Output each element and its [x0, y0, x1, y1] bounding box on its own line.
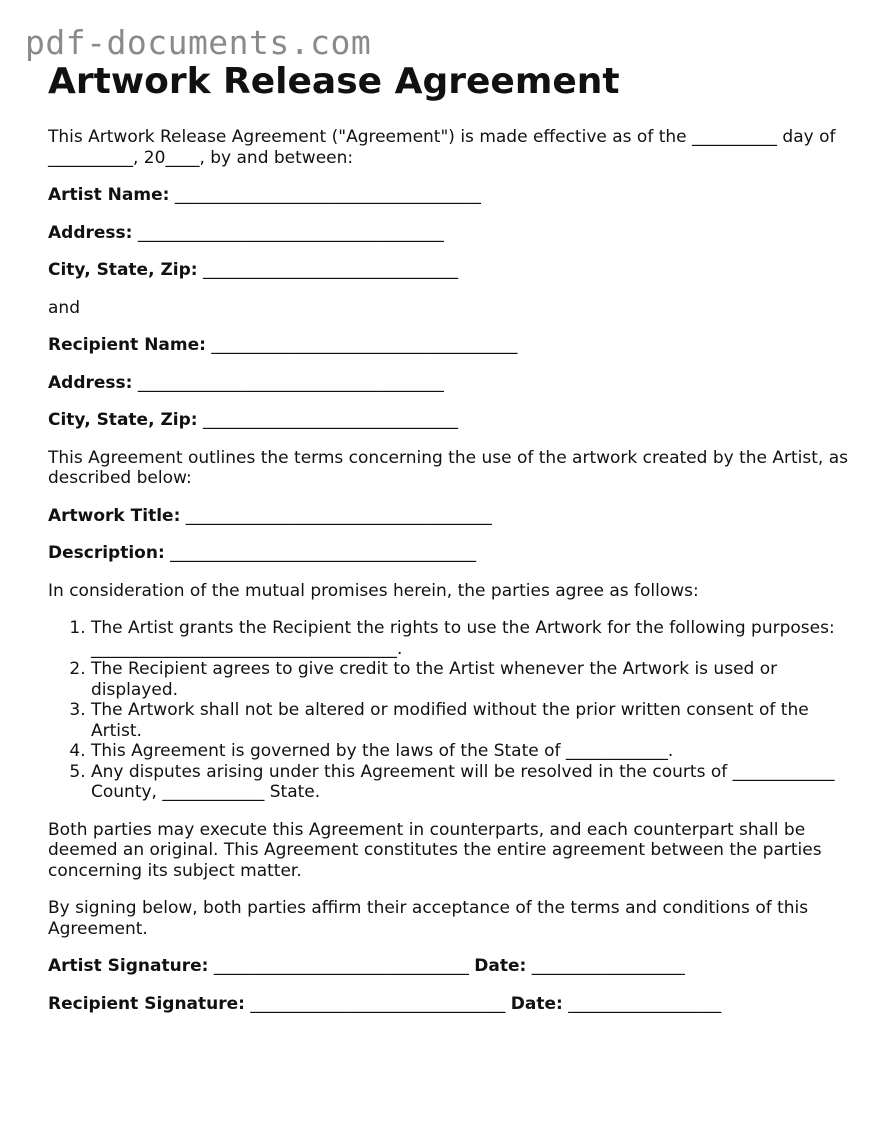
recipient-name-label: Recipient Name: [48, 335, 206, 355]
recipient-city-field[interactable] [48, 410, 848, 431]
artist-address-label: Address: [48, 222, 133, 243]
artist-date-blank[interactable]: __________________ [531, 956, 685, 976]
artwork-description-label: Description: [48, 543, 165, 563]
artist-date-label: Date: [474, 956, 527, 976]
artwork-description-field[interactable] [48, 543, 848, 564]
term-item: 2. The Recipient agrees to give credit to the Artist whenever the Artwork is used or displayed. [91, 659, 848, 700]
affirm-paragraph: By signing below, both parties affirm their acceptance of the terms and conditions of this Agreement. [48, 898, 809, 939]
recipient-city-blank[interactable]: ______________________________ [202, 410, 458, 430]
artwork-title-blank[interactable]: ____________________________________ [185, 505, 492, 526]
artist-signature-row[interactable] [48, 956, 848, 977]
document-page [48, 60, 848, 1014]
recipient-signature-row[interactable] [48, 994, 848, 1015]
recipient-name-blank[interactable]: ____________________________________ [211, 335, 518, 355]
artist-address-blank[interactable]: ____________________________________ [137, 222, 444, 243]
recipient-address-blank[interactable]: ____________________________________ [137, 372, 444, 393]
document-title: Artwork Release Agreement [48, 61, 620, 102]
consideration-paragraph: In consideration of the mutual promises herein, the parties agree as follows: [48, 580, 699, 601]
recipient-signature-label: Recipient Signature: [48, 993, 245, 1014]
recipient-city-label: City, State, Zip: [48, 410, 198, 430]
recipient-name-field[interactable] [48, 335, 848, 356]
artwork-description-blank[interactable]: ____________________________________ [170, 543, 477, 563]
artwork-title-field[interactable] [48, 506, 848, 527]
artist-name-blank[interactable]: ____________________________________ [174, 185, 481, 205]
intro-paragraph: This Artwork Release Agreement ("Agreement") is made effective as of the __________ day of __________, 20____, by and between: [48, 127, 836, 168]
artist-name-label: Artist Name: [48, 185, 170, 205]
terms-list [48, 618, 848, 803]
recipient-address-label: Address: [48, 372, 133, 393]
artwork-title-label: Artwork Title: [48, 505, 181, 526]
artist-signature-label: Artist Signature: [48, 956, 209, 976]
term-item: 4. This Agreement is governed by the laws of the State of ____________. [91, 741, 848, 762]
recipient-date-blank[interactable]: __________________ [568, 993, 722, 1014]
counterparts-paragraph: Both parties may execute this Agreement in counterparts, and each counterpart shall be deemed an original. This Agreement constitutes the entire agreement between the parties concerning its subject matter. [48, 819, 822, 881]
artist-signature-blank[interactable]: ______________________________ [213, 956, 469, 976]
term-item: 3. The Artwork shall not be altered or modified without the prior written consent of the Artist. [91, 700, 848, 741]
artist-city-blank[interactable]: ______________________________ [202, 260, 458, 280]
watermark: pdf-documents.com [25, 23, 372, 62]
and-text: and [48, 297, 80, 318]
outline-paragraph: This Agreement outlines the terms concerning the use of the artwork created by the Artist, as described below: [48, 447, 848, 488]
artist-name-field[interactable] [48, 185, 848, 206]
recipient-signature-blank[interactable]: ______________________________ [250, 993, 506, 1014]
artist-address-field[interactable] [48, 223, 848, 244]
recipient-date-label: Date: [510, 993, 563, 1014]
artist-city-field[interactable] [48, 260, 848, 281]
artist-city-label: City, State, Zip: [48, 260, 198, 280]
term-item: 1. The Artist grants the Recipient the rights to use the Artwork for the following purposes: ____________________________________. [91, 618, 848, 659]
term-item: 5. Any disputes arising under this Agreement will be resolved in the courts of ____________ County, ____________ State. [91, 762, 848, 803]
recipient-address-field[interactable] [48, 373, 848, 394]
